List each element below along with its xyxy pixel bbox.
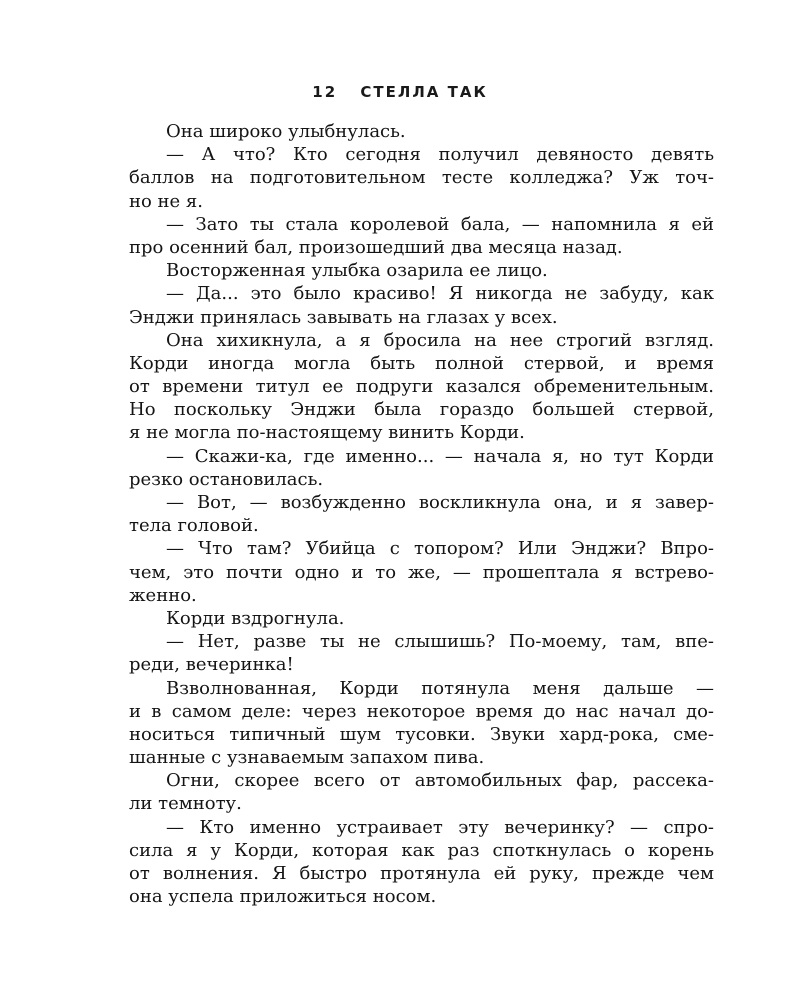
text-line: чем, это почти одно и то же, — прошептала я встрево- <box>129 561 714 583</box>
text-line: Огни, скорее всего от автомобильных фар, рассека- <box>166 770 714 792</box>
body-text <box>129 120 714 908</box>
text-line: Но поскольку Энджи была гораздо большей стервой, <box>129 399 714 421</box>
text-line: и в самом деле: через некоторое время до нас начал до- <box>129 700 714 722</box>
text-line: носиться типичный шум тусовки. Звуки хард-рока, сме- <box>129 723 714 745</box>
text-line: она успела приложиться носом. <box>129 886 437 908</box>
text-line: шанные с узнаваемым запахом пива. <box>129 747 485 769</box>
text-line: — Да... это было красиво! Я никогда не забуду, как <box>166 283 714 305</box>
text-line: женно. <box>129 584 197 606</box>
page-number: 12 <box>312 83 338 101</box>
text-line: от времени титул ее подруги казался обременительным. <box>129 376 714 398</box>
text-line: Корди вздрогнула. <box>166 607 345 629</box>
text-line: про осенний бал, произошедший два месяца назад. <box>129 236 623 258</box>
text-line: тела головой. <box>129 515 259 537</box>
running-head <box>0 83 800 101</box>
text-line: сила я у Корди, которая как раз споткнулась о корень <box>129 839 714 861</box>
text-line: — Вот, — возбужденно воскликнула она, и я завер- <box>166 492 714 513</box>
text-line: Она хихикнула, а я бросила на нее строгий взгляд. <box>166 329 714 351</box>
text-line: но не я. <box>129 190 204 212</box>
text-line: Взволнованная, Корди потянула меня дальше — <box>166 677 714 699</box>
text-line: резко остановилась. <box>129 468 324 490</box>
text-line: Восторженная улыбка озарила ее лицо. <box>166 260 548 282</box>
text-line: реди, вечеринка! <box>129 654 294 676</box>
text-line: — Нет, разве ты не слышишь? По-моему, там, впе- <box>166 631 714 653</box>
text-line: я не могла по-настоящему винить Корди. <box>129 422 525 444</box>
text-line: — Зато ты стала королевой бала, — напомнила я ей <box>166 213 714 235</box>
text-line: — Скажи-ка, где именно... — начала я, но тут Корди <box>166 445 714 467</box>
text-line: от волнения. Я быстро протянула ей руку, прежде чем <box>129 863 714 884</box>
text-line: — Кто именно устраивает эту вечеринку? — спро- <box>166 816 714 838</box>
text-line: Энджи принялась завывать на глазах у всех. <box>129 306 558 328</box>
text-line: баллов на подготовительном тесте колледжа? Уж точ- <box>129 167 714 189</box>
text-line: Корди иногда могла быть полной стервой, и время <box>129 352 714 374</box>
text-line: ли темноту. <box>129 793 242 815</box>
running-title: СТЕЛЛА ТАК <box>360 83 488 101</box>
text-line: — Что там? Убийца с топором? Или Энджи? Впро- <box>166 538 714 560</box>
text-line: — А что? Кто сегодня получил девяносто девять <box>166 144 714 166</box>
text-line: Она широко улыбнулась. <box>166 121 406 142</box>
